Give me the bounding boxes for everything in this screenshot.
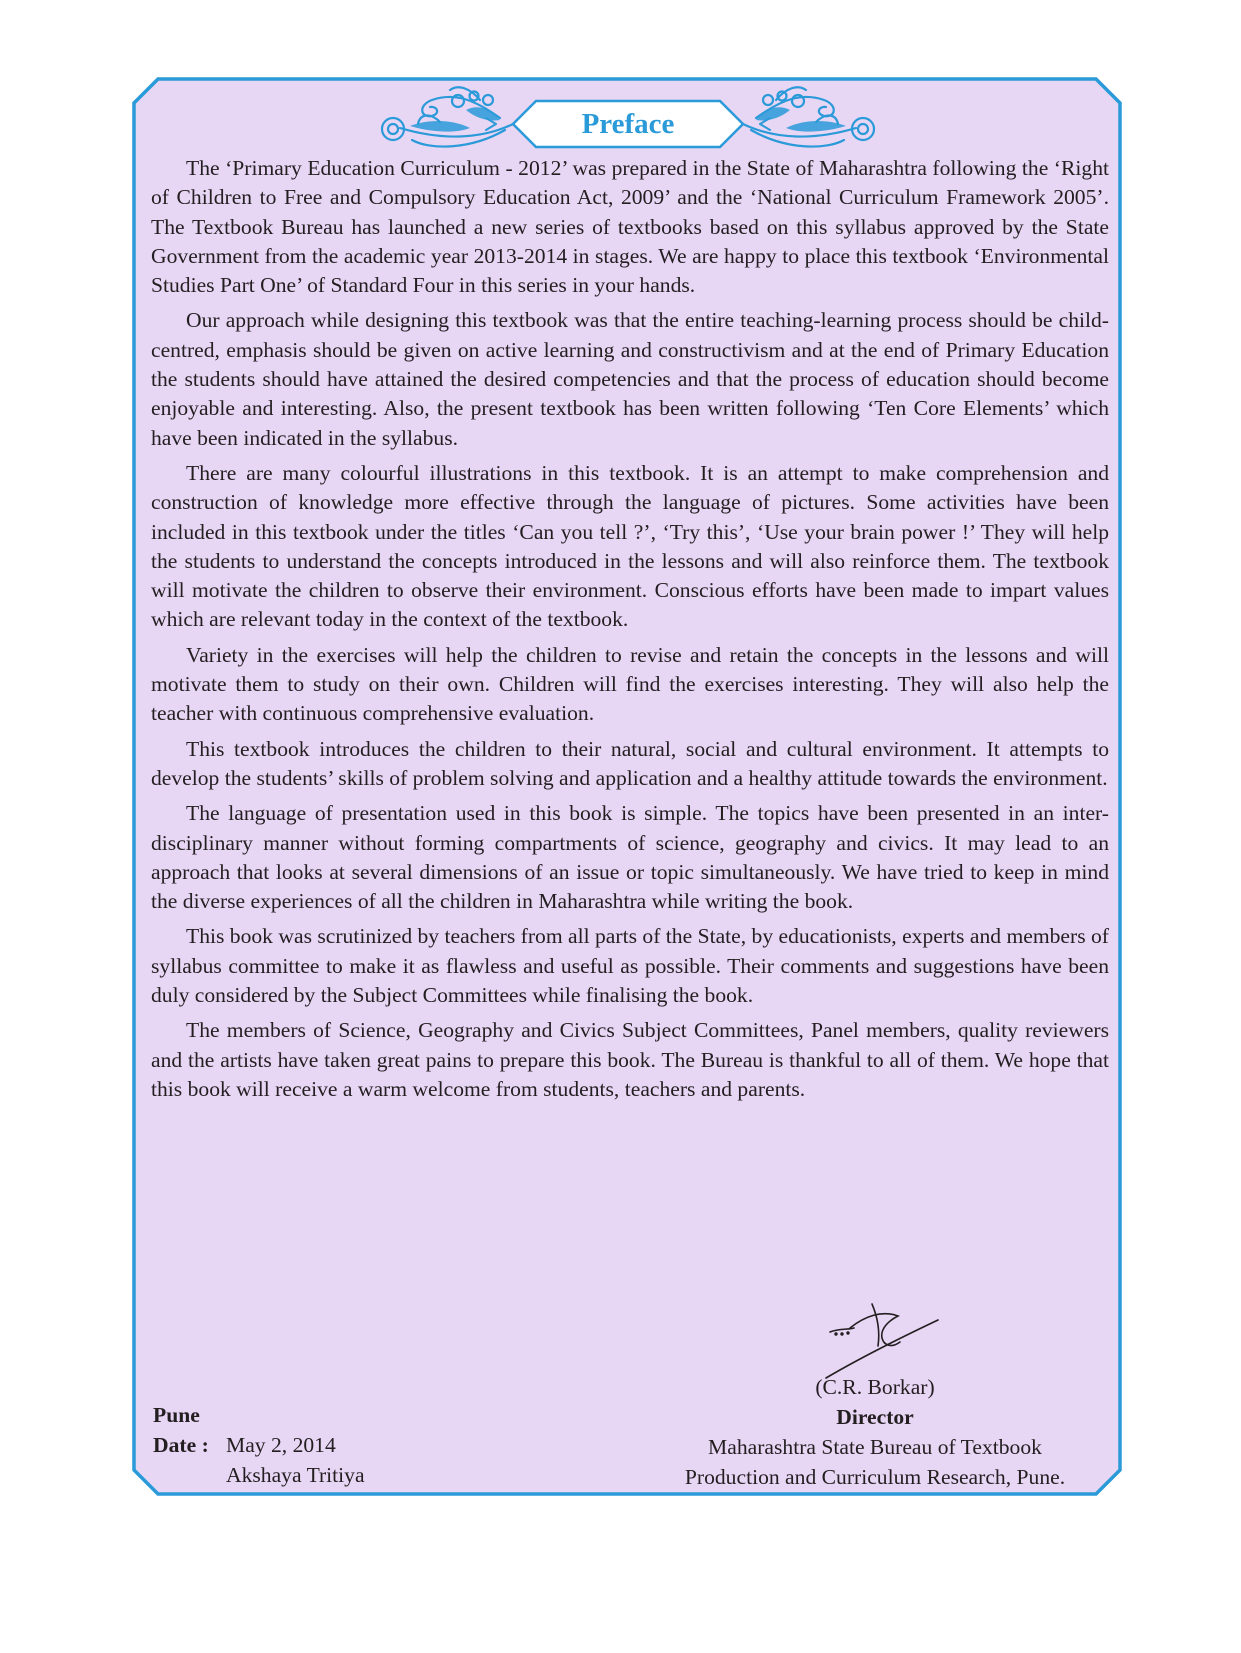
signatory-block [640, 1372, 1110, 1492]
signatory-name: (C.R. Borkar) [815, 1375, 935, 1399]
paragraph: Variety in the exercises will help the children to revise and retain the concepts in the lessons and will motivate them to study on their own. Children will find the exercises interesting. They will also help the teacher with continuous comprehensive evaluation. [151, 642, 1109, 726]
signatory-designation: Director [836, 1405, 914, 1429]
paragraph: The ‘Primary Education Curriculum - 2012’ was prepared in the State of Maharashtra following the ‘Right of Children to Free and Compulsory Education Act, 2009’ and the ‘National Curriculum Framework 2005’. The Textbook Bureau has launched a new series of textbooks based on this syllabus approved by the State Government from the academic year 2013-2014 in stages. We are happy to place this textbook ‘Environmental Studies Part One’ of Standard Four in this series in your hands. [151, 156, 1109, 298]
occasion: Akshaya Tritiya [226, 1463, 365, 1487]
paragraph: Our approach while designing this textbook was that the entire teaching-learning process should be child-centred, emphasis should be given on active learning and constructivism and at the end of Primary Education the students should have attained the desired competencies and that the process of education should become enjoyable and interesting. Also, the present textbook has been written following ‘Ten Core Elements’ which have been indicated in the syllabus. [151, 308, 1109, 450]
paragraph: This textbook introduces the children to their natural, social and cultural environment. It attempts to develop the students’ skills of problem solving and application and a healthy attitude towards the environment. [151, 736, 1109, 790]
page-title: Preface [581, 107, 675, 140]
place-date-block [153, 1400, 365, 1490]
paragraph: The language of presentation used in this book is simple. The topics have been presented in an inter-disciplinary manner without forming compartments of science, geography and civics. It may lead to an approach that looks at several dimensions of an issue or topic simultaneously. We have tried to keep in mind the diverse experiences of all the children in Maharashtra while writing the book. [151, 801, 1109, 914]
paragraph: There are many colourful illustrations in this textbook. It is an attempt to make comprehension and construction of knowledge more effective through the language of pictures. Some activities have been included in this textbook under the titles ‘Can you tell ?’, ‘Try this’, ‘Use your brain power !’ They will help the students to understand the concepts introduced in the lessons and will also reinforce them. The textbook will motivate the children to observe their environment. Conscious efforts have been made to impart values which are relevant today in the context of the textbook. [151, 460, 1109, 632]
date: May 2, 2014 [226, 1433, 336, 1457]
place: Pune [153, 1403, 200, 1427]
signature [820, 1298, 950, 1383]
signatory-org-line1: Maharashtra State Bureau of Textbook [708, 1435, 1042, 1459]
signatory-org-line2: Production and Curriculum Research, Pune. [684, 1465, 1066, 1489]
date-label: Date : [153, 1433, 209, 1457]
preface-body [151, 154, 1109, 1110]
paragraph: The members of Science, Geography and Civics Subject Committees, Panel members, quality reviewers and the artists have taken great pains to prepare this book. The Bureau is thankful to all of them. We hope that this book will receive a warm welcome from students, teachers and parents. [151, 1018, 1109, 1101]
paragraph: This book was scrutinized by teachers from all parts of the State, by educationists, experts and members of syllabus committee to make it as flawless and useful as possible. Their comments and suggestions have been duly considered by the Subject Committees while finalising the book. [151, 924, 1109, 1008]
